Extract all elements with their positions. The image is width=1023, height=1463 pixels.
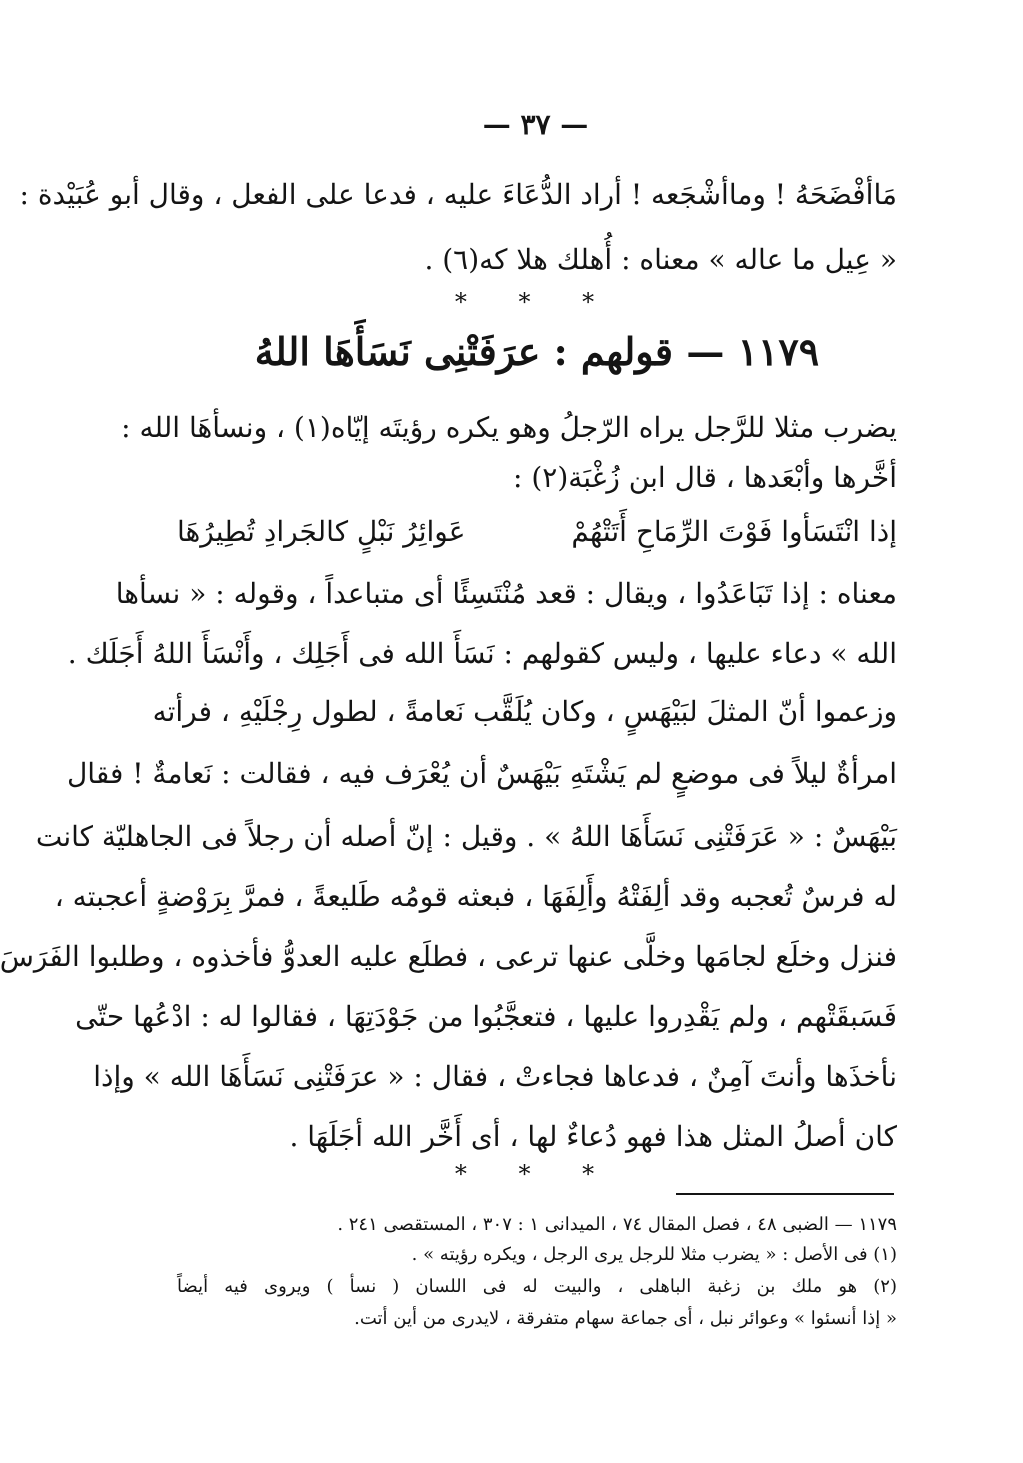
- section-divider-stars: * * *: [454, 1160, 617, 1188]
- poetry-verse: [177, 508, 897, 556]
- footnote-line: (٢) هو ملك بن زغبة الباهلى ، والبيت له فى اللسان ( نسأ ) ويروى فيه أيضاً: [177, 1276, 897, 1297]
- paragraph-line: بَيْهَسٌ : « عَرَفَتْنِى نَسَأَهَا اللهُ » . وقيل : إنّ أصله أن رجلاً فى الجاهليّة كانت: [35, 820, 897, 853]
- paragraph-line: له فرسٌ تُعجبه وقد ألِفَتْهُ وأَلِفَهَا ، فبعثه قومُه طَليعةً ، فمرَّ بِرَوْضةٍ أعجبته ،: [54, 880, 897, 913]
- footnote-line: ١١٧٩ — الضبى ٤٨ ، فصل المقال ٧٤ ، الميدانى ١ : ٣٠٧ ، المستقصى ٢٤١ .: [337, 1214, 897, 1235]
- paragraph-line: الله » دعاء عليها ، وليس كقولهم : نَسَأَ الله فى أَجَلِك ، وأَنْسَأَ اللهُ أَجَلَك .: [67, 637, 897, 670]
- section-divider-stars: * * *: [454, 288, 617, 316]
- footnote-separator: [676, 1193, 894, 1195]
- footnote-line: « إذا أنسئوا » وعوائر نبل ، أى جماعة سهام متفرقة ، لايدرى من أين أتت.: [354, 1308, 897, 1329]
- paragraph-line: كان أصلُ المثل هذا فهو دُعاءٌ لها ، أى أَخَّر الله أجَلَهَا .: [289, 1120, 897, 1153]
- section-heading: ١١٧٩ — قولهم : عرَفَتْنِى نَسَأَهَا اللهُ: [254, 329, 820, 374]
- footnote-line: (١) فى الأصل : « يضرب مثلا للرجل يرى الرجل ، ويكره رؤيته » .: [411, 1244, 897, 1265]
- page-number: — ٣٧ —: [482, 108, 589, 141]
- paragraph-line: نأخذَها وأنتَ آمِنٌ ، فدعاها فجاءتْ ، فقال : « عرَفَتْنِى نَسَأَهَا الله » وإذا: [93, 1060, 897, 1093]
- paragraph-line: امرأةٌ ليلاً فى موضعٍ لم يَشْتَهِ بَيْهَسٌ أن يُعْرَف فيه ، فقالت : نَعامةٌ ! فقال: [66, 757, 897, 790]
- intro-line: « عِيل ما عاله » معناه : أُهلك هلا كه(٦) .: [424, 243, 897, 276]
- paragraph-line: فَسَبقَتْهم ، ولم يَقْدِروا عليها ، فتعجَّبُوا من جَوْدَتِهَا ، فقالوا له : ادْعُها حتّى: [75, 1000, 897, 1033]
- paragraph-line: معناه : إذا تَبَاعَدُوا ، ويقال : قعد مُنْتَسِئًا أى متباعداً ، وقوله : « نسأها: [115, 577, 897, 610]
- paragraph-line: فنزل وخلَع لجامَها وخلَّى عنها ترعى ، فطلَع عليه العدوُّ فأخذوه ، وطلبوا الفَرَسَ: [0, 940, 897, 973]
- verse-hemistich-first: إذا انْتَسَأوا فَوْتَ الرِّمَاحِ أَتَتْهُمْ: [571, 515, 897, 548]
- paragraph-line: يضرب مثلا للرَّجل يراه الرّجلُ وهو يكره رؤيتَه إيّاه(١) ، ونسأهَا الله :: [121, 411, 897, 444]
- paragraph-line: أخَّرها وأبْعَدها ، قال ابن زُغْبَة(٢) :: [513, 461, 897, 494]
- paragraph-line: وزعموا أنّ المثلَ لبَيْهَسٍ ، وكان يُلَقَّب نَعامةً ، لطول رِجْلَيْهِ ، فرأته: [152, 695, 897, 728]
- verse-hemistich-second: عَوائِرُ نَبْلٍ كالجَرادِ تُطِيرُهَا: [177, 515, 466, 548]
- intro-line: مَاأفْضَحَهُ ! وماأشْجَعه ! أراد الدُّعَاءَ عليه ، فدعا على الفعل ، وقال أبو عُبَيْدة :: [19, 178, 897, 211]
